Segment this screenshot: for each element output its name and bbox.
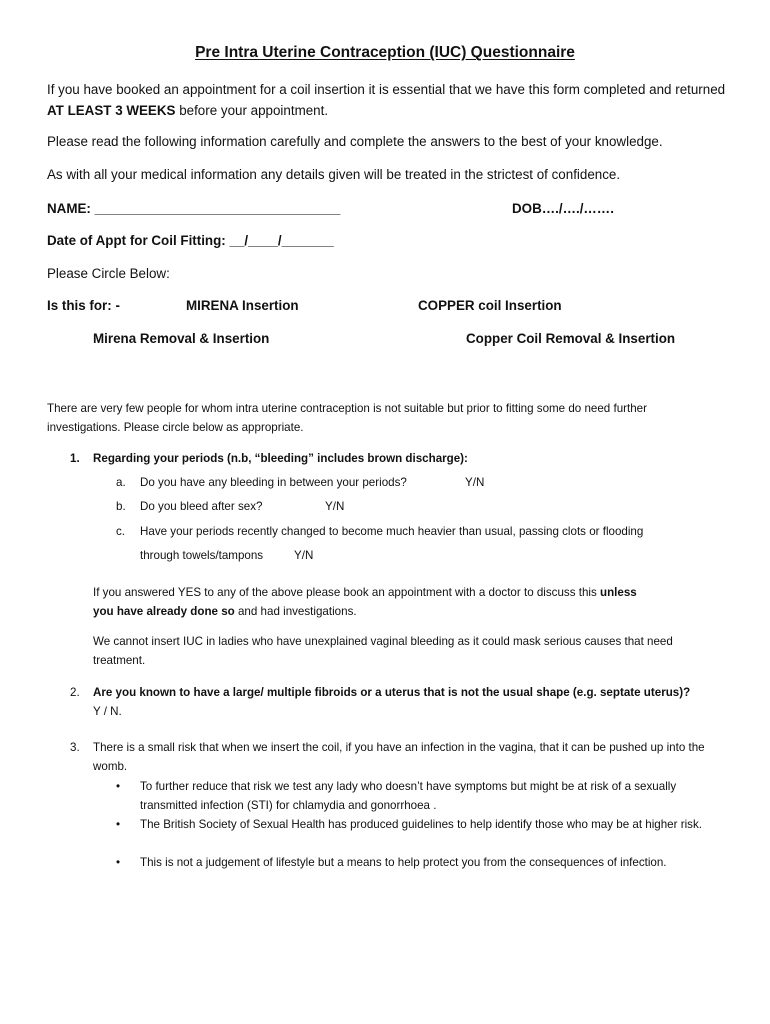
bullet-icon: • (116, 780, 121, 793)
q3-number: 3. (70, 741, 80, 754)
q2-number: 2. (70, 686, 80, 699)
q1a-text: Do you have any bleeding in between your periods? (140, 476, 407, 489)
q1-note-text-2: and had investigations. (234, 605, 357, 618)
confidentiality-text: As with all your medical information any details given will be treated in the strictest of confidence. (47, 167, 621, 182)
q1b-yes-no[interactable]: Y/N (325, 500, 345, 513)
name-field[interactable]: NAME: _________________________________ (47, 201, 341, 216)
dob-field[interactable]: DOB…./…./……. (512, 201, 614, 216)
investigation-paragraph: There are very few people for whom intra uterine contraception is not suitable but prior to fitting some do need further investigations. Please circle below as appropriate. (47, 402, 647, 434)
option-mirena-removal-insertion[interactable]: Mirena Removal & Insertion (93, 331, 270, 346)
q1c-yes-no[interactable]: Y/N (294, 549, 314, 562)
bullet-icon: • (116, 856, 121, 869)
q1c-label: c. (116, 525, 126, 538)
q2-question (93, 683, 713, 721)
q1-note-unless: unless (600, 586, 637, 599)
option-mirena-insertion[interactable]: MIRENA Insertion (186, 298, 299, 313)
intro-paragraph (47, 79, 732, 121)
appointment-date-field[interactable]: Date of Appt for Coil Fitting: __/____/_______ (47, 233, 334, 248)
q1-note-done: you have already done so (93, 605, 235, 618)
instructions-text: Please read the following information carefully and complete the answers to the best of your knowledge. (47, 134, 663, 149)
q1-number: 1. (70, 452, 80, 465)
option-copper-removal-insertion[interactable]: Copper Coil Removal & Insertion (466, 331, 676, 346)
q2-yes-no[interactable]: Y / N. (93, 705, 122, 718)
q1c-text-line1: Have your periods recently changed to become much heavier than usual, passing clots or flooding (140, 525, 644, 538)
bullet-icon: • (116, 818, 121, 831)
q1-heading: Regarding your periods (n.b, “bleeding” includes brown discharge): (93, 452, 468, 465)
q3-bullet-3: This is not a judgement of lifestyle but a means to help protect you from the consequences of infection. (140, 856, 667, 869)
q1-note-unexplained-bleeding: We cannot insert IUC in ladies who have unexplained vaginal bleeding as it could mask serious causes that need treatment. (93, 635, 673, 667)
is-this-for-label: Is this for: - (47, 298, 120, 313)
option-copper-insertion[interactable]: COPPER coil Insertion (418, 298, 562, 313)
intro-text-2: before your appointment. (175, 103, 329, 118)
q1b-label: b. (116, 500, 126, 513)
q1-note-text-1: If you answered YES to any of the above please book an appointment with a doctor to discuss this (93, 586, 600, 599)
q3-text: There is a small risk that when we insert the coil, if you have an infection in the vagina, that it can be pushed up into the womb. (93, 741, 705, 773)
intro-deadline: AT LEAST 3 WEEKS (47, 103, 176, 118)
intro-text-1: If you have booked an appointment for a coil insertion it is essential that we have this form completed and returned (47, 82, 726, 97)
page-title: Pre Intra Uterine Contraception (IUC) Questionnaire (195, 44, 575, 61)
q3-bullet-2: The British Society of Sexual Health has produced guidelines to help identify those who may be at higher risk. (140, 818, 702, 831)
q3-bullet-1: To further reduce that risk we test any lady who doesn’t have symptoms but might be at risk of a sexually transmitted infection (STI) for chlamydia and gonorrhoea . (140, 780, 677, 812)
q1b-text: Do you bleed after sex? (140, 500, 263, 513)
q1-note-book-appointment (93, 583, 713, 621)
q1a-label: a. (116, 476, 126, 489)
q2-text: Are you known to have a large/ multiple fibroids or a uterus that is not the usual shape (e.g. septate uterus)? (93, 686, 691, 699)
q1a-yes-no[interactable]: Y/N (465, 476, 485, 489)
q1c-text-line2: through towels/tampons (140, 549, 264, 562)
circle-prompt: Please Circle Below: (47, 266, 170, 281)
